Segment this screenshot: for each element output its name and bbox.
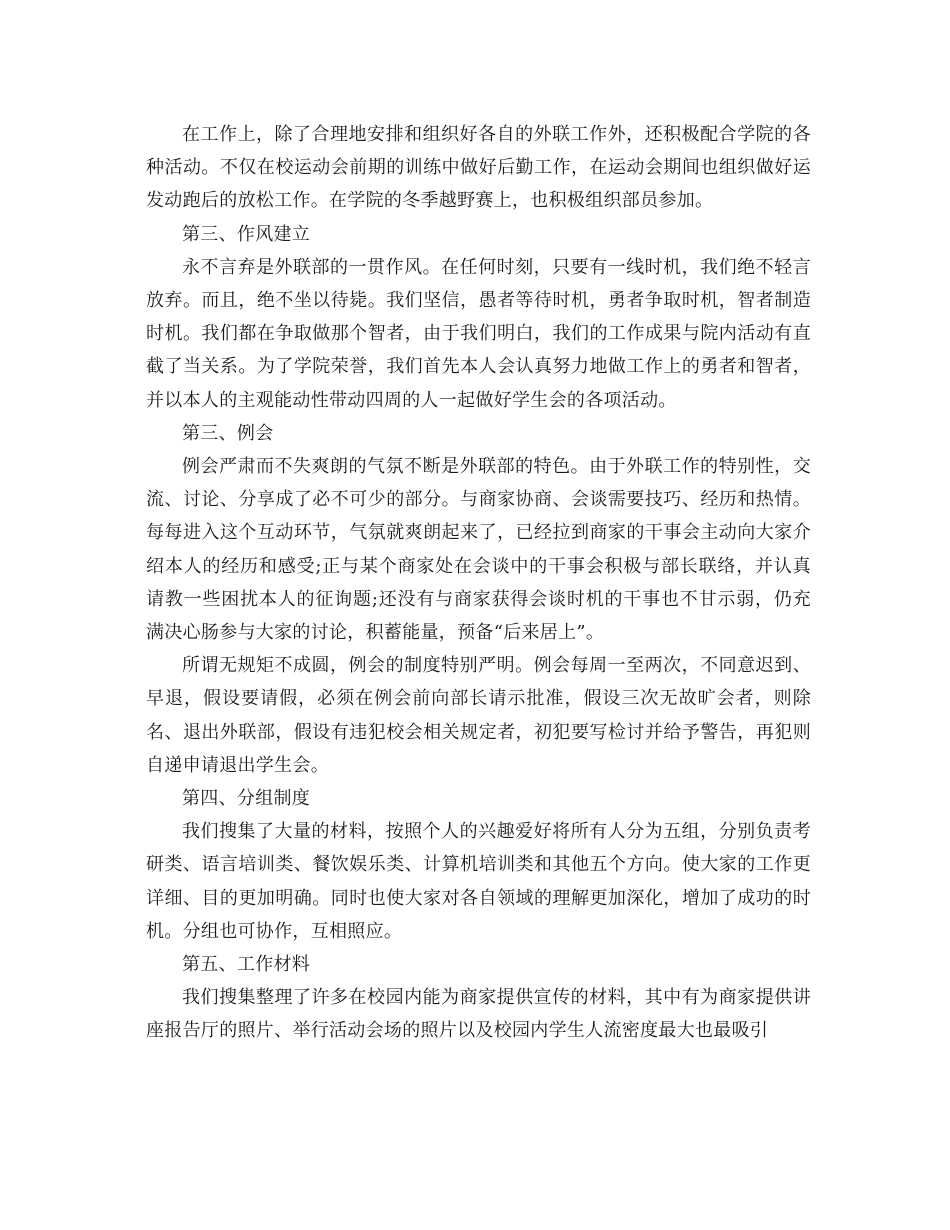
heading-work-materials: 第五、工作材料 [182,954,311,976]
paragraph-meeting-atmosphere: 例会严肃而不失爽朗的气氛不断是外联部的特色。由于外联工作的特别性，交流、讨论、分享成了必不可少的部分。与商家协商、会谈需要技巧、经历和热情。每每进入这个互动环节，气氛就爽朗起来了，已经拉到商家的干事会主动向大家介绍本人的经历和感受;正与某个商家处在会谈中的干事会积极与部长联络，并认真请教一些困扰本人的征询题;还没有与商家获得会谈时机的干事也不甘示弱，仍充满决心肠参与大家的讨论，积蓄能量，预备“后来居上”。 [146,456,811,644]
heading-group-system: 第四、分组制度 [182,788,311,810]
heading-style-building: 第三、作风建立 [182,223,311,245]
paragraph-materials: 我们搜集整理了许多在校园内能为商家提供宣传的材料，其中有为商家提供讲座报告厅的照片、举行活动会场的照片以及校园内学生人流密度最大也最吸引 [146,987,811,1042]
paragraph-meeting-rules: 所谓无规矩不成圆，例会的制度特别严明。例会每周一至两次，不同意迟到、早退，假设要请假，必须在例会前向部长请示批准，假设三次无故旷会者，则除名、退出外联部，假设有违犯校会相关规定者，初犯要写检讨并给予警告，再犯则自递申请退出学生会。 [146,655,811,776]
paragraph-groups: 我们搜集了大量的材料，按照个人的兴趣爱好将所有人分为五组，分别负责考研类、语言培训类、餐饮娱乐类、计算机培训类和其他五个方向。使大家的工作更详细、目的更加明确。同时也使大家对各自领域的理解更加深化，增加了成功的时机。分组也可协作，互相照应。 [146,821,811,942]
heading-regular-meeting: 第三、例会 [182,422,274,444]
paragraph-work-activities: 在工作上，除了合理地安排和组织好各自的外联工作外，还积极配合学院的各种活动。不仅在校运动会前期的训练中做好后勤工作，在运动会期间也组织做好运发动跑后的放松工作。在学院的冬季越野赛上，也积极组织部员参加。 [146,124,811,212]
paragraph-never-give-up: 永不言弃是外联部的一贯作风。在任何时刻，只要有一线时机，我们绝不轻言放弃。而且，绝不坐以待毙。我们坚信，愚者等待时机，勇者争取时机，智者制造时机。我们都在争取做那个智者，由于我们明白，我们的工作成果与院内活动有直截了当关系。为了学院荣誉，我们首先本人会认真努力地做工作上的勇者和智者，并以本人的主观能动性带动四周的人一起做好学生会的各项活动。 [146,256,811,411]
document-body [146,118,811,1048]
